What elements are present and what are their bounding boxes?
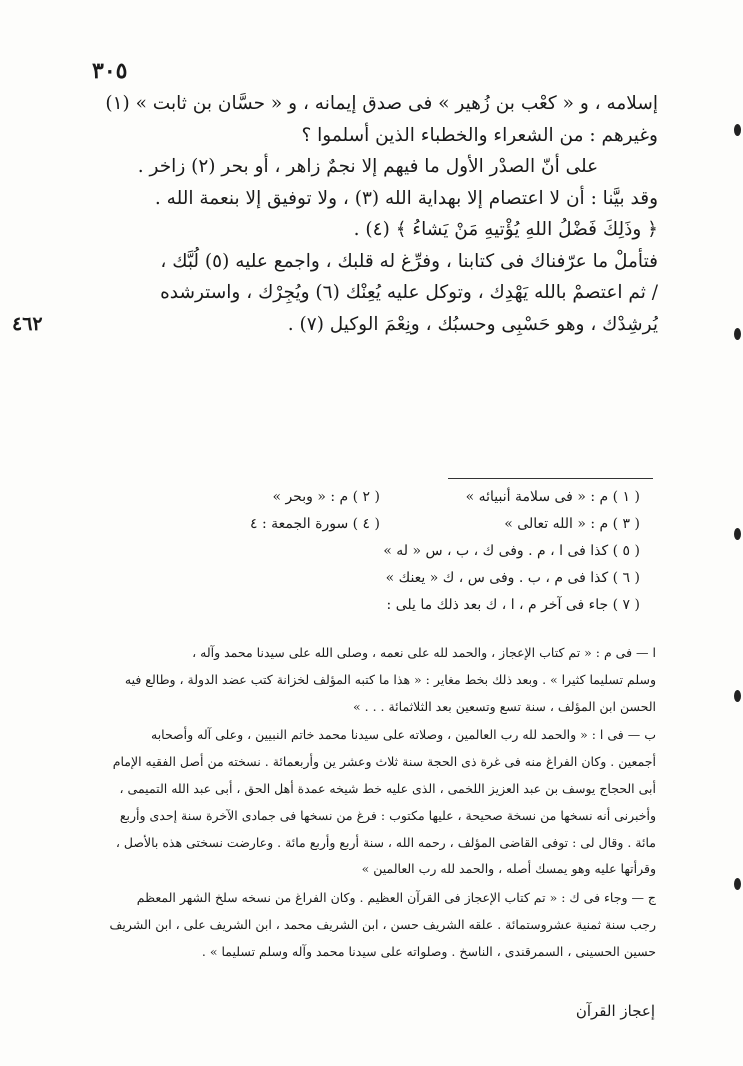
colophon-line: وسلم تسليما كثيرا » . وبعد ذلك بخط مغاير : « هذا ما كتبه المؤلف لخزانة كتب عضد الدولة ، وطالع فيه bbox=[124, 671, 656, 687]
colophon-line: وأخبرنى أنه نسخها من نسخة صحيحة ، عليها مكتوب : فرغ من نسخها فى جمادى الآخرة سنة إحدى وأربع bbox=[119, 807, 656, 823]
footnote-2: ( ٢ ) م : « وبحر » bbox=[272, 489, 380, 505]
colophon-line: أبى الحجاج يوسف بن عبد العزيز اللخمى ، الذى عليه خط شيخه عمدة أهل الحق ، أبى عبد الله التميمى ، bbox=[119, 780, 656, 796]
manuscript-colophons bbox=[72, 640, 656, 966]
footnote-3: ( ٣ ) م : « الله تعالى » bbox=[504, 516, 640, 532]
running-footer: إعجاز القرآن bbox=[575, 1002, 655, 1020]
main-text-line: إسلامه ، و « كعْب بن زُهير » فى صدق إيمانه ، و « حسَّان بن ثابت » (١) bbox=[105, 93, 658, 114]
colophon-line: أجمعين . وكان الفراغ منه فى غرة ذى الحجة سنة ثلاث وعشر ين وأربعمائة . نسخته من أصل الفقيه الإمام bbox=[112, 754, 656, 770]
colophon-line: رجب سنة ثمنية عشروستمائة . علقه الشريف حسن ، ابن الشريف محمد ، ابن الشريف على ، ابن الشريف bbox=[109, 916, 656, 932]
colophon-line: مائة . وقال لى : توفى القاضى المؤلف ، رحمه الله ، سنة أربع وأربع مائة . وعارضت نسختى هذه بالأصل ، bbox=[115, 834, 656, 850]
footnote-row bbox=[120, 511, 640, 538]
colophon-line: ا — فى م : « تم كتاب الإعجاز ، والحمد لله على نعمه ، وصلى الله على سيدنا محمد وآله ، bbox=[192, 645, 656, 660]
footnote-6: ( ٦ ) كذا فى م ، ب . وفى س ، ك « يعنك » bbox=[385, 570, 640, 586]
edge-mark bbox=[734, 124, 741, 136]
footnotes bbox=[120, 484, 640, 619]
footnote-5: ( ٥ ) كذا فى ا ، م . وفى ك ، ب ، س « له » bbox=[383, 543, 640, 559]
edge-mark bbox=[734, 328, 741, 340]
quran-verse: ﴿ وذَلِكَ فَضْلُ اللهِ يُؤْتيهِ مَنْ يَشاءُ ﴾ (٤) . bbox=[353, 219, 658, 240]
margin-page-reference: ٤٦٢ bbox=[12, 313, 43, 335]
footnote-1: ( ١ ) م : « فى سلامة أنبيائه » bbox=[465, 489, 640, 505]
main-text-line: وقد بيَّنا : أن لا اعتصام إلا بهداية الله (٣) ، ولا توفيق إلا بنعمة الله . bbox=[154, 187, 658, 209]
edge-mark bbox=[734, 878, 741, 890]
footnote-4: ( ٤ ) سورة الجمعة : ٤ bbox=[249, 516, 380, 532]
main-text-line: وغيرهم : من الشعراء والخطباء الذين أسلموا ؟ bbox=[301, 124, 658, 146]
page-number: ٣٠٥ bbox=[92, 58, 128, 84]
colophon-line: ج — وجاء فى ك : « تم كتاب الإعجاز فى القرآن العظيم . وكان الفراغ من نسخه سلخ الشهر المعظم bbox=[136, 890, 656, 906]
footnote-row bbox=[120, 484, 640, 511]
main-text-line: / ثم اعتصمْ بالله يَهْدِك ، وتوكل عليه يُعِنْك (٦) ويُجِرْك ، واسترشده bbox=[160, 282, 658, 303]
main-text-line: يُرشِدْك ، وهو حَسْبِى وحسبُك ، ونِعْمَ الوكيل (٧) . bbox=[287, 313, 658, 335]
colophon-line: وقرأتها عليه وهو يمسك أصله ، والحمد لله رب العالمين » bbox=[361, 861, 656, 877]
main-text-line: فتأملْ ما عرّفناك فى كتابنا ، وفرِّغ له قلبك ، واجمع عليه (٥) لُبَّك ، bbox=[160, 250, 658, 272]
main-text-block bbox=[78, 88, 658, 340]
edge-mark bbox=[734, 528, 741, 540]
colophon-line: حسين الحسينى ، السمرقندى ، الناسخ . وصلواته على سيدنا محمد وآله وسلم تسليما » . bbox=[201, 943, 656, 959]
footnote-7: ( ٧ ) جاء فى آخر م ، ا ، ك بعد ذلك ما يلى : bbox=[386, 597, 640, 613]
colophon-line: الحسن ابن المؤلف ، سنة تسع وتسعين بعد الثلاثمائة . . . » bbox=[353, 698, 656, 714]
footnote-separator bbox=[448, 478, 653, 479]
main-text-line: على أنّ الصدْر الأول ما فيهم إلا نجمٌ زاهر ، أو بحر (٢) زاخر . bbox=[137, 156, 599, 177]
colophon-line: ب — فى ا : « والحمد لله رب العالمين ، وصلاته على سيدنا محمد خاتم النبيين ، وعلى آله وأصحابه bbox=[151, 727, 656, 743]
edge-mark bbox=[734, 690, 741, 702]
